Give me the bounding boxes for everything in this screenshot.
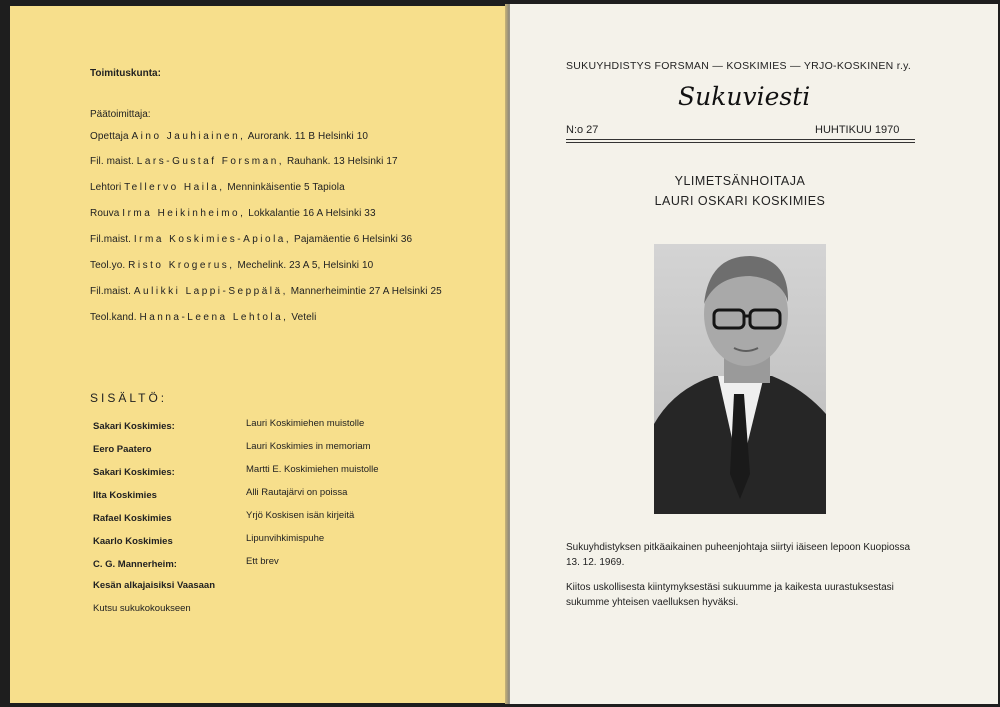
editor-name: Irma Heikinheimo, bbox=[122, 208, 246, 219]
editor-address: Mechelink. 23 A 5, Helsinki 10 bbox=[237, 260, 374, 271]
editor-name: Irma Koskimies-Apiola, bbox=[133, 234, 292, 245]
toc-author: Sakari Koskimies: bbox=[93, 467, 175, 478]
toc-title: Lipunvihkimispuhe bbox=[246, 533, 325, 544]
issue-date: HUHTIKUU 1970 bbox=[815, 124, 900, 136]
left-page bbox=[10, 6, 508, 703]
toc-title: Lauri Koskimiehen muistolle bbox=[246, 418, 365, 429]
issue-number: N:o 27 bbox=[566, 124, 599, 136]
toc-author: Rafael Koskimies bbox=[93, 513, 172, 524]
editor-name: Aulikki Lappi-Seppälä, bbox=[133, 286, 288, 297]
editor-row bbox=[90, 312, 316, 323]
toc-author: Kaarlo Koskimies bbox=[93, 536, 173, 547]
editor-row bbox=[90, 260, 373, 271]
toc-title: Alli Rautajärvi on poissa bbox=[246, 487, 348, 498]
editor-title: Opettaja bbox=[90, 131, 129, 142]
header-rule bbox=[566, 139, 915, 140]
editor-title: Teol.kand. bbox=[90, 312, 137, 323]
editor-title: Lehtori bbox=[90, 182, 122, 193]
toc-title: Yrjö Koskisen isän kirjeitä bbox=[246, 510, 355, 521]
editor-title: Teol.yo. bbox=[90, 260, 126, 271]
editor-name: Risto Krogerus, bbox=[128, 260, 235, 271]
editor-name: Lars-Gustaf Forsman, bbox=[136, 156, 285, 167]
caption-paragraph-1: Sukuyhdistyksen pitkäaikainen puheenjohtaja siirtyi iäiseen lepoon Kuopiossa 13. 12. 1969. bbox=[566, 542, 911, 568]
editor-row bbox=[90, 234, 412, 245]
organization-name: SUKUYHDISTYS FORSMAN — KOSKIMIES — YRJO-KOSKINEN r.y. bbox=[566, 60, 912, 72]
editor-row bbox=[90, 286, 442, 297]
editor-address: Veteli bbox=[291, 312, 317, 323]
headline-line2: LAURI OSKARI KOSKIMIES bbox=[654, 194, 826, 208]
editor-address: Rauhank. 13 Helsinki 17 bbox=[286, 156, 398, 167]
editor-title: Fil.maist. bbox=[90, 234, 131, 245]
toc-author: C. G. Mannerheim: bbox=[93, 559, 177, 570]
editor-row bbox=[90, 156, 398, 167]
editor-name: Tellervo Haila, bbox=[124, 182, 225, 193]
footer-line: Kutsu sukukokoukseen bbox=[93, 603, 191, 614]
editor-address: Aurorank. 11 B Helsinki 10 bbox=[247, 131, 369, 142]
editor-title: Fil. maist. bbox=[90, 156, 134, 167]
editor-title: Rouva bbox=[90, 208, 120, 219]
portrait-illustration bbox=[654, 244, 826, 514]
toc-author: Eero Paatero bbox=[93, 444, 152, 455]
editor-row bbox=[90, 131, 368, 142]
toc-title: Martti E. Koskimiehen muistolle bbox=[246, 464, 379, 475]
toc-author: Ilta Koskimies bbox=[93, 490, 157, 501]
editor-row bbox=[90, 208, 376, 219]
editor-row bbox=[90, 182, 345, 193]
editor-title: Fil.maist. bbox=[90, 286, 131, 297]
editor-address: Pajamäentie 6 Helsinki 36 bbox=[294, 234, 413, 245]
editor-address: Mannerheimintie 27 A Helsinki 25 bbox=[290, 286, 442, 297]
chief-editor-label: Päätoimittaja: bbox=[90, 109, 151, 120]
masthead-title: Sukuviesti bbox=[678, 82, 811, 111]
staff-heading: Toimituskunta: bbox=[90, 68, 161, 79]
toc-title: Lauri Koskimies in memoriam bbox=[246, 441, 371, 452]
toc-title: Ett brev bbox=[246, 556, 279, 567]
editor-address: Menninkäisentie 5 Tapiola bbox=[227, 182, 345, 193]
toc-author: Kesän alkajaisiksi Vaasaan bbox=[93, 580, 216, 591]
editor-name: Aino Jauhiainen, bbox=[131, 131, 246, 142]
caption-paragraph-2: Kiitos uskollisesta kiintymyksestäsi sukuumme ja kaikesta uurastuksestasi sukumme yhteisen vaelluksen hyväksi. bbox=[566, 582, 894, 608]
headline-line1: YLIMETSÄNHOITAJA bbox=[674, 174, 806, 188]
header-rule bbox=[566, 142, 915, 143]
editor-name: Hanna-Leena Lehtola, bbox=[139, 312, 289, 323]
editor-address: Lokkalantie 16 A Helsinki 33 bbox=[248, 208, 376, 219]
toc-author: Sakari Koskimies: bbox=[93, 421, 175, 432]
portrait-photo bbox=[654, 244, 826, 514]
contents-heading: SISÄLTÖ: bbox=[90, 391, 168, 405]
